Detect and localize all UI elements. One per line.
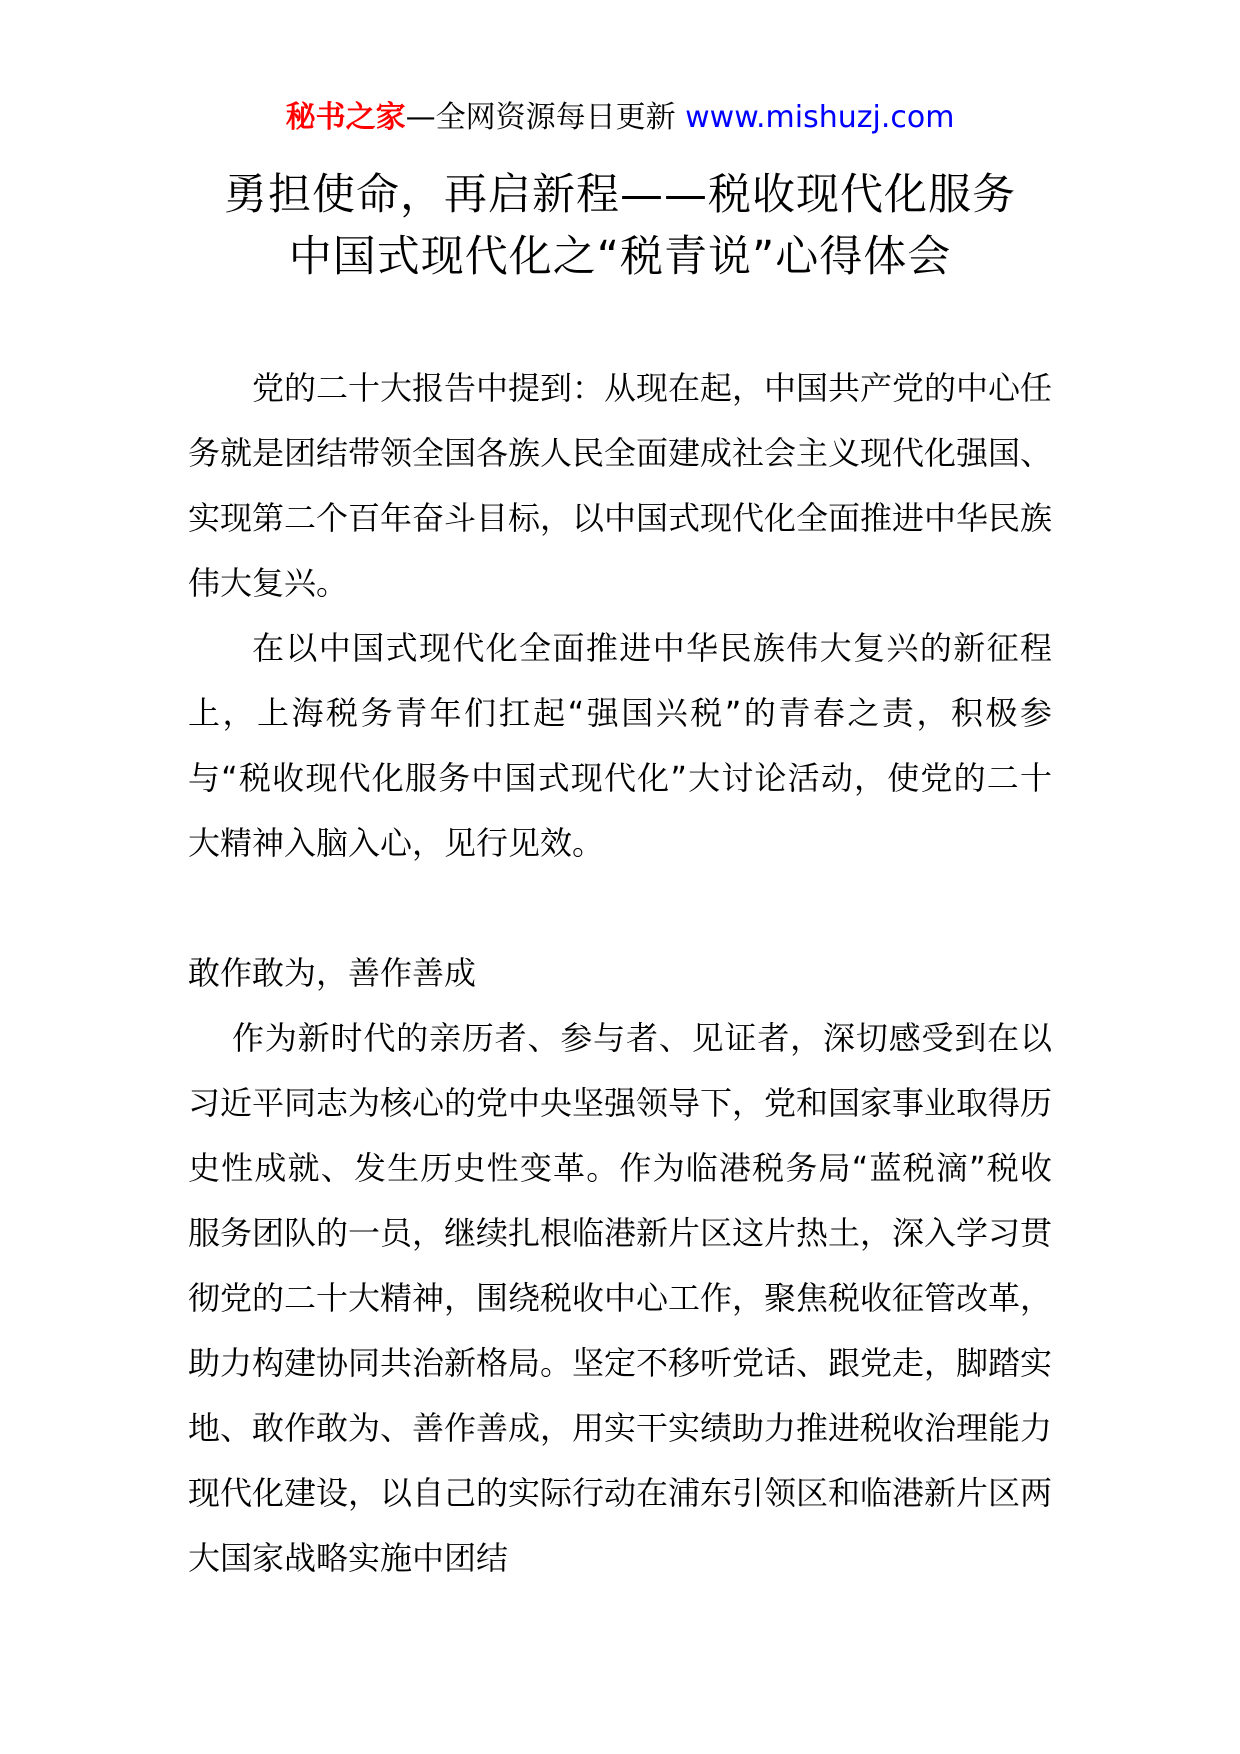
blank-line: [188, 876, 1052, 941]
section-heading: 敢作敢为，善作善成: [188, 954, 477, 992]
document-body: [188, 356, 1052, 1591]
slogan-text: —全网资源每日更新: [405, 100, 686, 135]
title-line-1: 勇担使命，再启新程——税收现代化服务: [224, 170, 1016, 220]
website-link[interactable]: www.mishuzj.com: [685, 100, 955, 135]
brand-name: 秘书之家: [285, 100, 406, 135]
document-title: [0, 164, 1240, 288]
title-line-2: 中国式现代化之“税青说”心得体会: [288, 232, 952, 282]
paragraph-3: 作为新时代的亲历者、参与者、见证者，深切感受到在以习近平同志为核心的党中央坚强领导下，党和国家事业取得历史性成就、发生历史性变革。作为临港税务局“蓝税滴”税收服务团队的一员，继续扎根临港新片区这片热土，深入学习贯彻党的二十大精神，围绕税收中心工作，聚焦税收征管改革，助力构建协同共治新格局。坚定不移听党话、跟党走，脚踏实地、敢作敢为、善作善成，用实干实绩助力推进税收治理能力现代化建设，以自己的实际行动在浦东引领区和临港新片区两大国家战略实施中团结: [188, 1019, 1053, 1577]
paragraph-2: 在以中国式现代化全面推进中华民族伟大复兴的新征程上，上海税务青年们扛起“强国兴税”的青春之责，积极参与“税收现代化服务中国式现代化”大讨论活动，使党的二十大精神入脑入心，见行见效。: [188, 629, 1052, 862]
header-banner: [0, 98, 1240, 138]
paragraph-1: 党的二十大报告中提到：从现在起，中国共产党的中心任务就是团结带领全国各族人民全面建成社会主义现代化强国、实现第二个百年奋斗目标，以中国式现代化全面推进中华民族伟大复兴。: [188, 369, 1053, 602]
